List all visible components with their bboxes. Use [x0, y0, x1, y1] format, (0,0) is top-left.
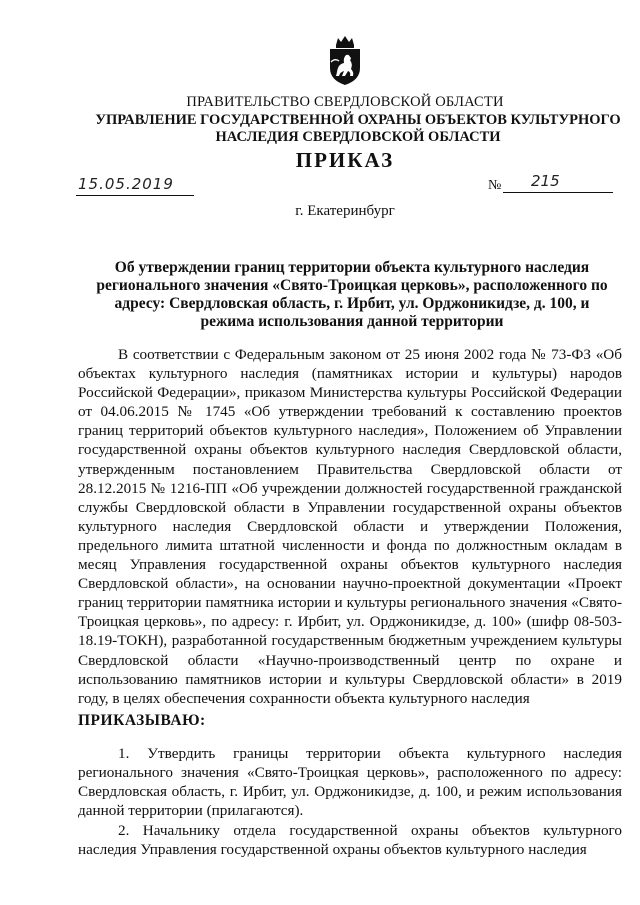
preamble-block: [78, 345, 622, 708]
document-type-title: ПРИКАЗ: [295, 148, 395, 172]
document-subject: Об утверждении границ территории объекта культурного наследия регионального значения «Свято-Троицкая церковь», расположенного по адресу: Свердловская область, г. Ирбит, ул. Орджоникидзе, д. 100, и режима использования данной территории: [96, 259, 608, 330]
coat-of-arms-icon: [326, 36, 364, 86]
order-items: [78, 744, 622, 860]
order-heading: ПРИКАЗЫВАЮ:: [78, 712, 206, 729]
document-number: 215: [531, 172, 560, 190]
document-date-field: [76, 175, 194, 196]
number-label: №: [488, 178, 502, 193]
document-number-field: [503, 172, 613, 193]
document-city: г. Екатеринбург: [295, 203, 395, 219]
government-name: ПРАВИТЕЛЬСТВО СВЕРДЛОВСКОЙ ОБЛАСТИ: [186, 94, 504, 110]
document-date: 15.05.2019: [78, 175, 174, 193]
order-item-1: 1. Утвердить границы территории объекта культурного наследия регионального значения «Свято-Троицкая церковь», расположенного по адресу: Свердловская область, г. Ирбит, ул. Орджоникидзе, д. 100, и режим использования данной территории (прилагаются).: [78, 745, 622, 819]
department-name: УПРАВЛЕНИЕ ГОСУДАРСТВЕННОЙ ОХРАНЫ ОБЪЕКТОВ КУЛЬТУРНОГО НАСЛЕДИЯ СВЕРДЛОВСКОЙ ОБЛАСТИ: [95, 112, 621, 145]
preamble-paragraph: В соответствии с Федеральным законом от 25 июня 2002 года № 73-ФЗ «Об объектах культурного наследия (памятниках истории и культуры) народов Российской Федерации», приказом Министерства культуры Российской Федерации от 04.06.2015 № 1745 «Об утверждении требований к составлению проектов границ территорий объектов культурного наследия», Положением об Управлении государственной охраны объектов культурного наследия Свердловской области, утвержденным постановлением Правительства Свердловской области от 28.12.2015 № 1216-ПП «Об учреждении должностей государственной гражданской службы Свердловской области в Управлении государственной охраны объектов культурного наследия Свердловской области и утверждении Положения, предельного лимита штатной численности и фонда по должностным окладам в месяц Управления государственной охраны объектов культурного наследия Свердловской области», на основании научно-проектной документации «Проект границ территории памятника истории и культуры регионального значения «Свято-Троицкая церковь», по адресу: г. Ирбит, ул. Орджоникидзе, д. 100» (шифр 08-503-18.19-ТОКН), разработанной государственным бюджетным учреждением культуры Свердловской области «Научно-производственный центр по охране и использованию памятников истории и культуры Свердловской области» в 2019 году, в целях обеспечения сохранности объекта культурного наследия: [78, 346, 622, 707]
order-item-2: 2. Начальнику отдела государственной охраны объектов культурного наследия Управления государственной охраны объектов культурного наследия: [78, 822, 622, 858]
